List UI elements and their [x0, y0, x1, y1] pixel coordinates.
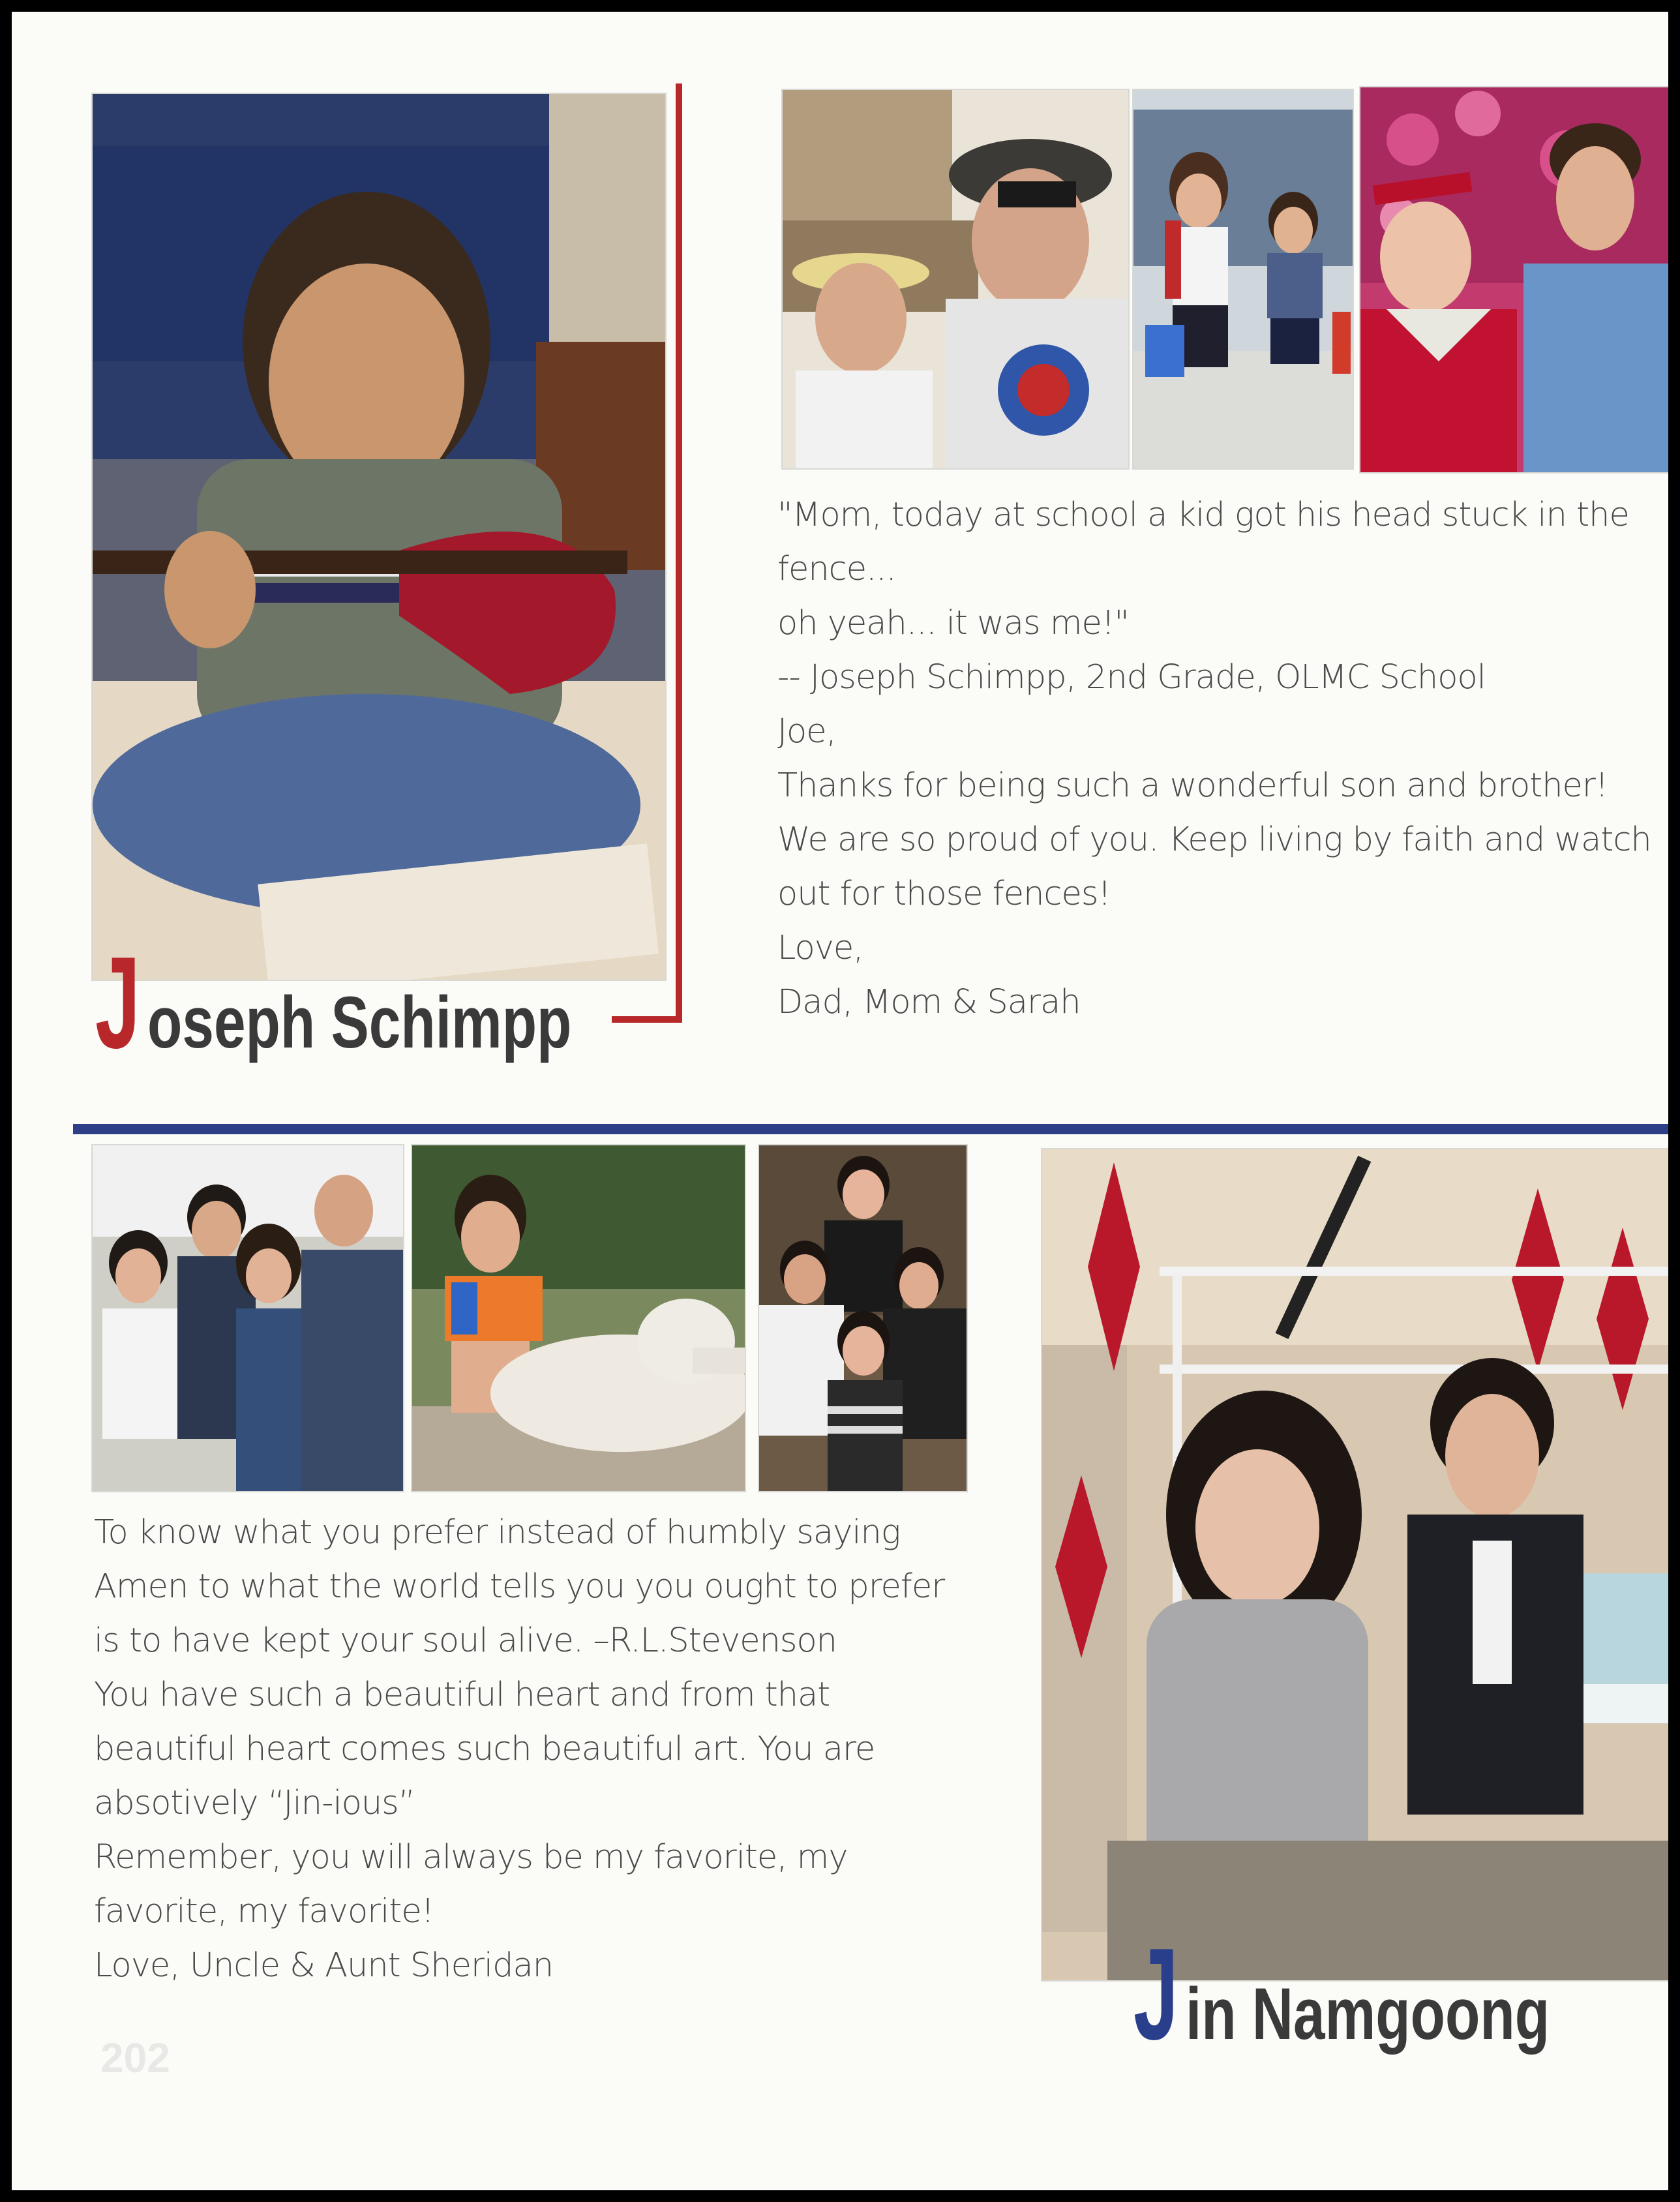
message-line: is to have kept your soul alive. –R.L.Stevenson: [94, 1621, 837, 1660]
message-line: -- Joseph Schimpp, 2nd Grade, OLMC School: [777, 658, 1486, 697]
photo-family-portrait: [758, 1144, 968, 1492]
name-initial: J: [95, 930, 140, 1076]
portrait-photo-jin: [1041, 1148, 1668, 1982]
message-line: We are so proud of you. Keep living by faith and watch: [777, 821, 1651, 859]
page-number: 202: [100, 2034, 170, 2081]
message-line: fence...: [777, 550, 896, 588]
name-text: in Namgoong: [1186, 1973, 1550, 2055]
message-line: out for those fences!: [777, 875, 1111, 913]
message-line: Amen to what the world tells you you ought to prefer: [94, 1567, 945, 1606]
message-line: You have such a beautiful heart and from that: [94, 1676, 830, 1714]
message-line: Joe,: [777, 712, 836, 751]
student-name-jin: [1133, 1922, 1655, 2067]
message-joseph: [777, 488, 1664, 1029]
photo-graduation: [1359, 86, 1668, 474]
section-divider: [73, 1124, 1668, 1134]
message-line: favorite, my favorite!: [94, 1892, 434, 1931]
photo-family-outing: [91, 1144, 404, 1492]
message-line: Dad, Mom & Sarah: [777, 983, 1081, 1021]
photo-child-with-dog: [411, 1144, 746, 1492]
name-bracket-line: [676, 83, 682, 1023]
message-jin: [94, 1505, 1007, 1993]
yearbook-page: [12, 12, 1668, 2190]
portrait-photo-bass-guitar: [91, 93, 667, 981]
name-initial: J: [1133, 1922, 1178, 2067]
name-bracket-tail: [612, 1016, 682, 1023]
message-line: beautiful heart comes such beautiful art. You are: [94, 1730, 875, 1768]
message-line: Remember, you will always be my favorite, my: [94, 1838, 848, 1877]
message-line: Love, Uncle & Aunt Sheridan: [94, 1946, 554, 1985]
photo-siblings-first-day: [1132, 89, 1354, 470]
message-line: "Mom, today at school a kid got his head stuck in the: [777, 496, 1629, 534]
message-line: oh yeah... it was me!": [777, 604, 1129, 642]
message-line: Love,: [777, 929, 863, 967]
message-line: Thanks for being such a wonderful son and brother!: [777, 766, 1608, 805]
photo-travel-colosseum: [781, 89, 1130, 470]
name-text: oseph Schimpp: [147, 982, 572, 1063]
student-name-joseph: [95, 930, 617, 1076]
message-line: To know what you prefer instead of humbly saying: [94, 1513, 901, 1552]
message-line: absotively “Jin-ious”: [94, 1784, 415, 1822]
